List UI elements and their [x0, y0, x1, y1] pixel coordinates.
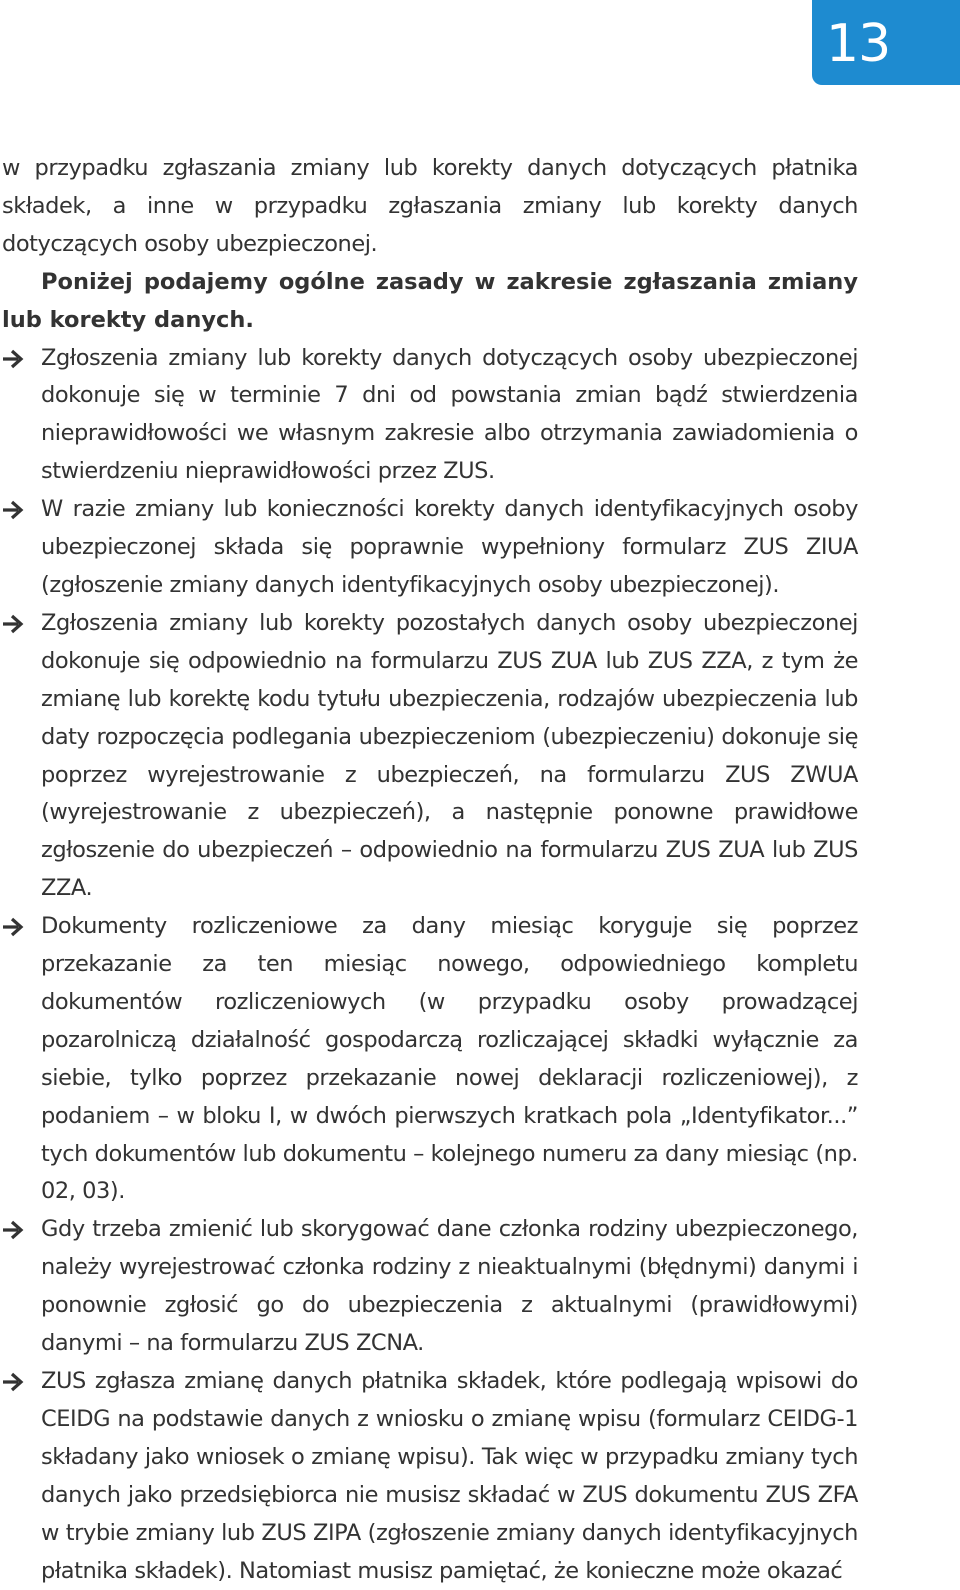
list-item-text: ZUS zgłasza zmianę danych płatnika składek, które podlegają wpisowi do CEIDG na podstawie danych z wniosku o zmianę wpisu (formularz CEIDG-1 składany jako wniosek o zmianę wpisu). Tak więc w przypadku zmiany tych danych jako przedsiębiorca nie musisz składać w ZUS dokumentu ZUS ZFA w trybie zmiany lub ZUS ZIPA (zgłoszenie zmiany danych identyfikacyjnych płatnika składek). Natomiast musisz pamiętać, że konieczne może okazać [41, 1368, 858, 1584]
list-item-text: W razie zmiany lub konieczności korekty danych identyfikacyjnych osoby ubezpieczonej składa się poprawnie wypełniony formularz ZUS ZIUA (zgłoszenie zmiany danych identyfikacyjnych osoby ubezpieczonej). [41, 496, 858, 598]
list-item-text: Zgłoszenia zmiany lub korekty pozostałych danych osoby ubezpieczonej dokonuje się odpowiednio na formularzu ZUS ZUA lub ZUS ZZA, z tym że zmianę lub korektę kodu tytułu ubezpieczenia, rodzajów ubezpieczenia lub daty rozpoczęcia podlegania ubezpieczeniom (ubezpieczeniu) dokonuje się poprzez wyrejestrowanie z ubezpieczeń, na formularzu ZUS ZWUA (wyrejestrowanie z ubezpieczeń), a następnie ponowne prawidłowe zgłoszenie do ubezpieczeń – odpowiednio na formularzu ZUS ZUA lub ZUS ZZA. [41, 609, 858, 902]
page-number-tab [812, 0, 960, 85]
list-item [2, 491, 858, 605]
list-item-text: Zgłoszenia zmiany lub korekty danych dotyczących osoby ubezpieczonej dokonuje się w terminie 7 dni od powstania zmian bądź stwierdzenia nieprawidłowości we własnym zakresie albo otrzymania zawiadomienia o stwierdzeniu nieprawidłowości przez ZUS. [41, 344, 858, 485]
arrow-right-icon [2, 348, 26, 370]
arrow-right-icon [2, 916, 26, 938]
list-item [2, 605, 858, 908]
intro-paragraph: w przypadku zgłaszania zmiany lub korekty danych dotyczących płatnika składek, a inne w przypadku zgłaszania zmiany lub korekty danych dotyczących osoby ubezpieczonej. [2, 155, 858, 257]
list-item-text: Dokumenty rozliczeniowe za dany miesiąc koryguje się poprzez przekazanie za ten miesiąc nowego, odpowiedniego kompletu dokumentów rozliczeniowych (w przypadku osoby prowadzącej pozarolniczą działalność gospodarczą rozliczającej składki wyłącznie za siebie, tylko poprzez przekazanie nowej deklaracji rozliczeniowej), z podaniem – w bloku I, w dwóch pierwszych kratkach pola „Identyfikator...” tych dokumentów lub dokumentu – kolejnego numeru za dany miesiąc (np. 02, 03). [41, 913, 858, 1205]
arrow-right-icon [2, 499, 26, 521]
intro-bold-paragraph: Poniżej podajemy ogólne zasady w zakresie zgłaszania zmiany lub korekty danych. [2, 268, 858, 333]
page-content [2, 150, 858, 1590]
arrow-right-icon [2, 1219, 26, 1241]
page-number: 13 [826, 14, 891, 74]
list-item [2, 1211, 858, 1363]
rules-list [2, 340, 858, 1590]
list-item-text: Gdy trzeba zmienić lub skorygować dane członka rodziny ubezpieczonego, należy wyrejestrować członka rodziny z nieaktualnymi (błędnymi) danymi i ponownie zgłosić go do ubezpieczenia z aktualnymi (prawidłowymi) danymi – na formularzu ZUS ZCNA. [41, 1216, 858, 1357]
arrow-right-icon [2, 613, 26, 635]
list-item [2, 1363, 858, 1590]
list-item [2, 340, 858, 492]
list-item [2, 908, 858, 1211]
arrow-right-icon [2, 1371, 26, 1393]
